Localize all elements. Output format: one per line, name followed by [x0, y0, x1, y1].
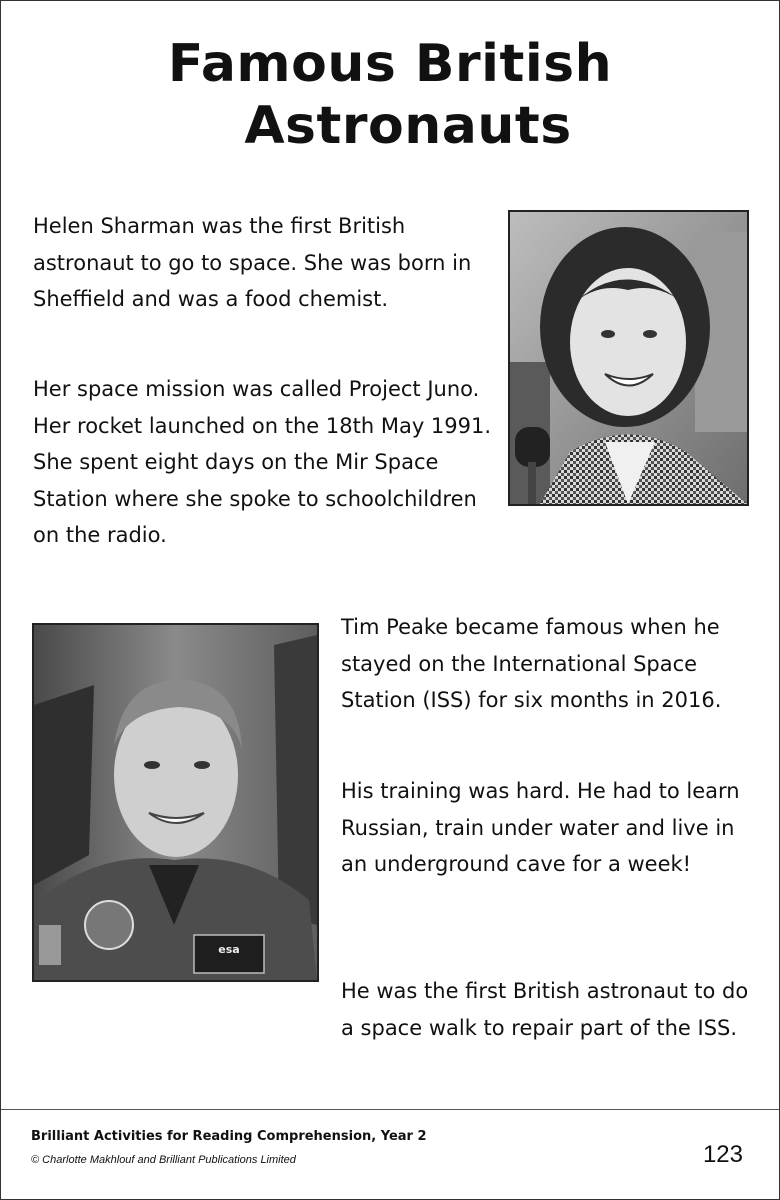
- title-line-1: Famous British: [167, 34, 613, 94]
- sharman-mission-paragraph: Her space mission was called Project Juno. Her rocket launched on the 18th May 1991. She spent eight days on the Mir Space Station where she spoke to schoolchildren on the radio.: [33, 377, 492, 547]
- sharman-intro-paragraph: Helen Sharman was the first British astronaut to go to space. She was born in Sheffield and was a food chemist.: [33, 214, 472, 311]
- footer-book-title: Brilliant Activities for Reading Comprehension, Year 2: [31, 1129, 427, 1144]
- tim-peake-photo: [32, 623, 319, 982]
- helen-sharman-portrait: [510, 212, 747, 504]
- peake-intro-paragraph: Tim Peake became famous when he stayed on the International Space Station (ISS) for six months in 2016.: [341, 615, 722, 712]
- footer-divider: [1, 1109, 779, 1110]
- title-line-2: Astronauts: [244, 96, 572, 156]
- esa-badge-text: esa: [218, 943, 240, 956]
- page-number: 123: [702, 1141, 743, 1168]
- page-title: [1, 33, 779, 157]
- footer-copyright: © Charlotte Makhlouf and Brilliant Publications Limited: [31, 1154, 296, 1166]
- peake-spacewalk-paragraph: He was the first British astronaut to do a space walk to repair part of the ISS.: [341, 979, 749, 1040]
- tim-peake-portrait: [34, 625, 317, 980]
- peake-training-paragraph: His training was hard. He had to learn Russian, train under water and live in an underground cave for a week!: [341, 779, 740, 876]
- helen-sharman-photo: [508, 210, 749, 506]
